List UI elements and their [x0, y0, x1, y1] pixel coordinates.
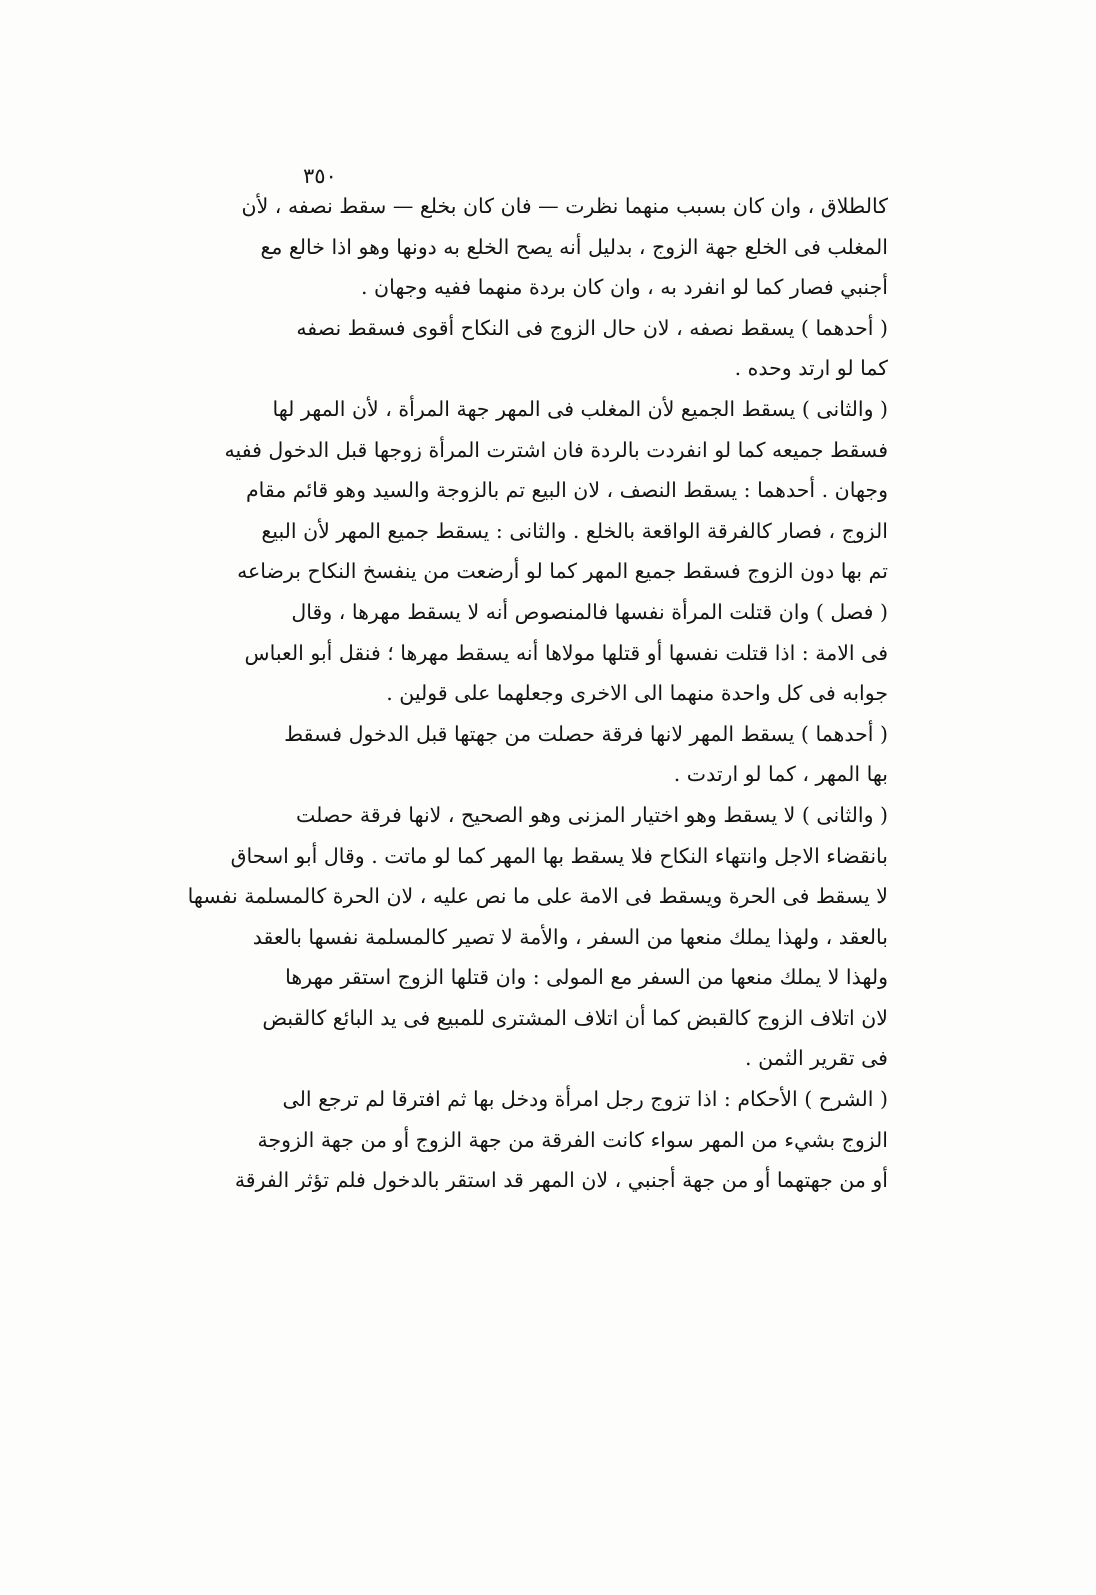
- text-line: كما لو ارتد وحده .: [734, 356, 888, 381]
- text-line: ( أحدهما ) يسقط نصفه ، لان حال الزوج فى النكاح أقوى فسقط نصفه: [296, 315, 888, 340]
- text-line: ( أحدهما ) يسقط المهر لانها فرقة حصلت من جهتها قبل الدخول فسقط: [284, 721, 888, 746]
- text-line: الزوج بشيء من المهر سواء كانت الفرقة من جهة الزوج أو من جهة الزوجة: [257, 1127, 888, 1152]
- text-line: جوابه فى كل واحدة منهما الى الاخرى وجعلهما على قولين .: [386, 681, 888, 706]
- text-line: ( والثانى ) لا يسقط وهو اختيار المزنى وهو الصحيح ، لانها فرقة حصلت: [295, 802, 888, 827]
- text-line: ( فصل ) وان قتلت المرأة نفسها فالمنصوص أنه لا يسقط مهرها ، وقال: [291, 599, 888, 624]
- page-number: ٣٥٠: [303, 164, 337, 188]
- text-line: تم بها دون الزوج فسقط جميع المهر كما لو أرضعت من ينفسخ النكاح برضاعه: [237, 559, 888, 584]
- text-line: المغلب فى الخلع جهة الزوج ، بدليل أنه يصح الخلع به دونها وهو اذا خالع مع: [260, 234, 888, 259]
- text-line: ( الشرح ) الأحكام : اذا تزوج رجل امرأة ودخل بها ثم افترقا لم ترجع الى: [282, 1087, 888, 1112]
- text-line: الزوج ، فصار كالفرقة الواقعة بالخلع . والثانى : يسقط جميع المهر لأن البيع: [261, 518, 888, 543]
- text-line: بالعقد ، ولهذا يملك منعها من السفر ، والأمة لا تصير كالمسلمة نفسها بالعقد: [252, 924, 888, 949]
- body-text: [176, 186, 888, 1201]
- text-line: فسقط جميعه كما لو انفردت بالردة فان اشترت المرأة زوجها قبل الدخول ففيه: [224, 437, 888, 462]
- text-line: ( والثانى ) يسقط الجميع لأن المغلب فى المهر جهة المرأة ، لأن المهر لها: [272, 396, 888, 421]
- text-line: أو من جهتهما أو من جهة أجنبي ، لان المهر قد استقر بالدخول فلم تؤثر الفرقة: [234, 1168, 888, 1193]
- text-line: ولهذا لا يملك منعها من السفر مع المولى : وان قتلها الزوج استقر مهرها: [285, 965, 888, 990]
- text-line: لان اتلاف الزوج كالقبض كما أن اتلاف المشترى للمبيع فى يد البائع كالقبض: [262, 1005, 888, 1030]
- text-line: فى الامة : اذا قتلت نفسها أو قتلها مولاها أنه يسقط مهرها ؛ فنقل أبو العباس: [244, 640, 888, 665]
- text-line: بها المهر ، كما لو ارتدت .: [673, 762, 888, 787]
- text-line: فى تقرير الثمن .: [745, 1046, 888, 1071]
- text-line: أجنبي فصار كما لو انفرد به ، وان كان بردة منهما ففيه وجهان .: [361, 275, 888, 300]
- text-line: كالطلاق ، وان كان بسبب منهما نظرت — فان كان بخلع — سقط نصفه ، لأن: [241, 194, 888, 218]
- text-line: بانقضاء الاجل وانتهاء النكاح فلا يسقط بها المهر كما لو ماتت . وقال أبو اسحاق: [230, 843, 888, 868]
- text-line: وجهان . أحدهما : يسقط النصف ، لان البيع تم بالزوجة والسيد وهو قائم مقام: [245, 478, 888, 503]
- text-line: لا يسقط فى الحرة ويسقط فى الامة على ما نص عليه ، لان الحرة كالمسلمة نفسها: [187, 884, 888, 909]
